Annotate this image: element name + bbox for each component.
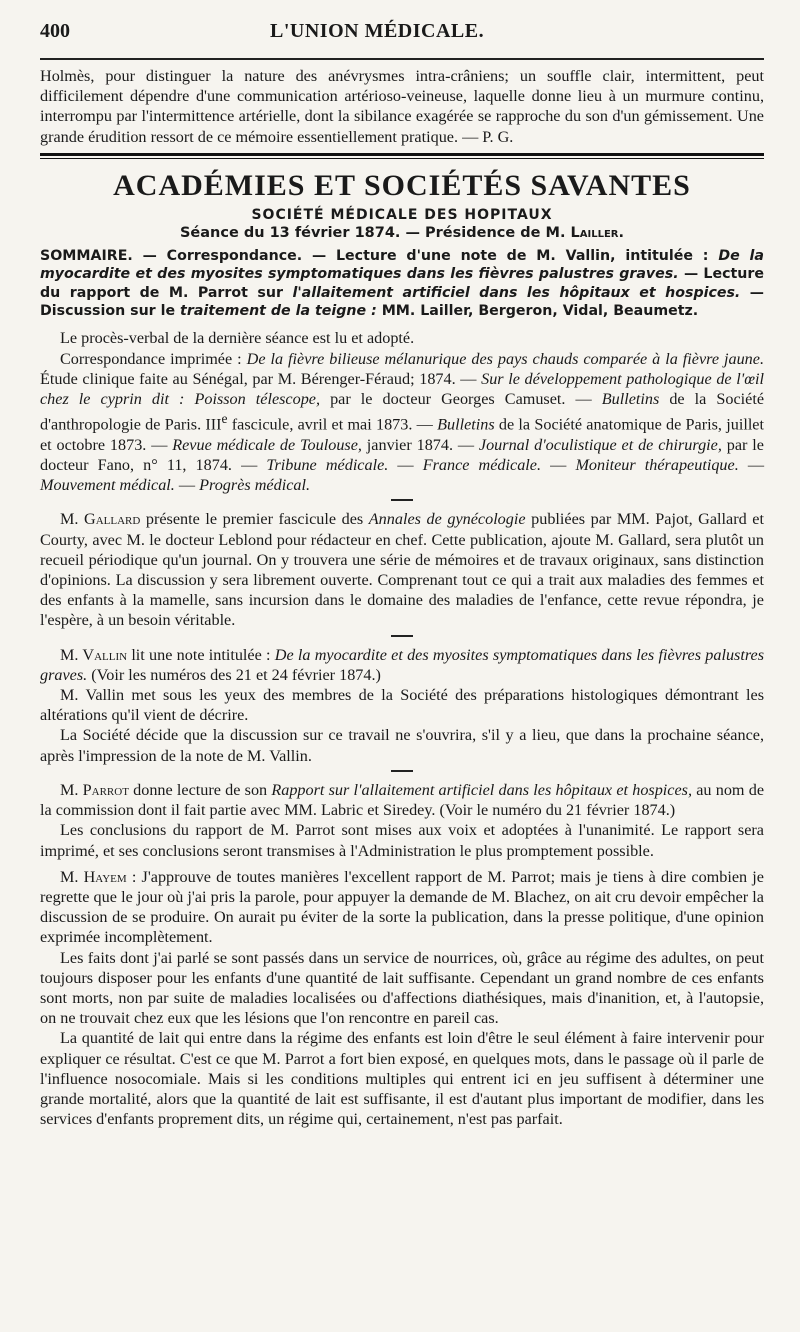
sommaire-title: l'allaitement artificiel dans les hôpitaux et hospices. [292,284,741,301]
vallin-paragraph-2: M. Vallin met sous les yeux des membres de la Société des préparations histologiques démontrant les altérations qu'il vient de décrire. [40,686,764,725]
header-rule [40,58,764,60]
sommaire-text: — Lecture du rapport de M. Parrot sur [40,266,764,301]
vallin-paragraph [40,645,764,685]
title: Bulletins [437,415,495,434]
text: par le docteur Fano, n° 11, 1874. — [40,435,764,475]
sommaire-label: SOMMAIRE. [40,247,133,264]
title: Journal d'oculistique et de chirurgie, [478,435,722,454]
text: de la Société anatomique de Paris, juillet et octobre 1873. — [40,415,764,454]
section-rule [40,153,764,159]
title: Progrès médical. [199,476,311,495]
vallin-paragraph-3: La Société décide que la discussion sur ce travail ne s'ouvrira, s'il y a lieu, que dans la prochaine séance, après l'impression de la note de M. Vallin. [40,726,764,765]
title: Annales de gynécologie [368,510,526,529]
gallard-paragraph [40,509,764,630]
title: De la fièvre bilieuse mélanurique des pays chauds comparée à la fièvre jaune. [246,349,764,368]
text: au nom de la commission dont il fait partie avec MM. Labric et Siredey. (Voir le numéro du 21 février 1874.) [40,780,764,820]
separator [391,635,413,637]
text: publiées par MM. Pajot, Gallard et Courty, avec M. le docteur Leblond pour rédacteur en chef. Cette publication, ajoute M. Gallard, sera plutôt un recueil périodique qu'un journal. On y trouvera une série de mémoires et de travaux originaux, sans distinction d'opinions. La discussion y sera librement ouverte. Comprenant tout ce qui a trait aux maladies des femmes et des enfants à la mamelle, sans incursion dans le domaine des maladies de l'enfance, cette revue répondra, je l'espère, à un besoin véritable. [40,510,764,630]
text: lit une note intitulée : [127,645,275,664]
title: Sur le développement pathologique de l'œil chez le cyprin dit : Poisson télescope, [40,369,764,409]
text: donne lecture de son [128,780,272,799]
text: de la Société d'anthropologie de Paris. III [40,390,765,434]
text: — [174,476,200,495]
sommaire-text: — Correspondance. — Lecture d'une note de M. Vallin, intitulée : [132,247,719,264]
correspondance [40,349,764,496]
title: Tribune médicale. [266,456,389,475]
title: Rapport sur l'allaitement artificiel dans les hôpitaux et hospices, [271,780,693,799]
text: par le docteur Georges Camuset. — [320,390,602,409]
president-name: Lailler. [570,224,624,241]
superscript: e [221,411,228,427]
parrot-paragraph [40,780,764,820]
title: Mouvement médical. [40,476,175,495]
intro-paragraph: Holmès, pour distinguer la nature des anévrysmes intra-crâniens; un souffle clair, intermittent, peut difficilement dépendre d'une communication artérioso-veineuse, laquelle donne lieu à un murmure continu, interrompu par l'intermittence artérielle, dont la sibilance exagérée se rapproche du son d'un gémissement. Une grande érudition ressort de ce mémoire essentiellement pratique. — P. G. [40,67,764,146]
society-name: SOCIÉTÉ MÉDICALE DES HOPITAUX [251,206,553,223]
sommaire-title: traitement de la teigne : [180,303,377,320]
page-number: 400 [40,20,70,42]
section-title: ACADÉMIES ET SOCIÉTÉS SAVANTES [113,168,691,202]
title: Moniteur thérapeutique. [575,456,739,475]
hayem-paragraph-2: Les faits dont j'ai parlé se sont passés dans un service de nourrices, où, grâce au régime des adultes, on peut toujours disposer pour les enfants d'une quantité de lait suffisante. Cependant un grand nombre de ces enfants sont morts, non par suite de maladies localisées ou d'affections diathésiques, mais d'inanition, et, à l'autopsie, on ne trouvait chez eux que les lésions que l'on rencontre en pareil cas. [40,948,764,1028]
separator [391,499,413,501]
proces-verbal: Le procès-verbal de la dernière séance est lu et adopté. [60,329,415,348]
title: Bulletins [601,390,660,409]
hayem-paragraph-3: La quantité de lait qui entre dans la régime des enfants est loin d'être le seul élément à faire intervenir pour expliquer ce résultat. C'est ce que M. Parrot a fort bien exposé, en quelques mots, dans le passage où il parle de l'influence nosocomiale. Mais si les conditions multiples qui entrent ici en jeu suffisent à déterminer une grande mortalité, alors que la quantité de lait est suffisante, il est d'autant plus important de modifier, dans les services d'enfants proprement dits, un régime qui, certainement, n'est pas parfait. [40,1029,764,1129]
text: — [738,456,765,475]
hayem-paragraph [40,867,764,948]
seance-line [40,225,764,241]
seance-text: Séance du 13 février 1874. — Présidence de M. [179,224,571,241]
sommaire-text: — Discussion sur le [40,284,764,320]
separator [391,770,413,772]
title: De la myocardite et des myosites symptomatiques dans les fièvres palustres graves. [40,645,765,684]
sommaire-title: De la myocardite et des myosites symptomatiques dans les fièvres palustres graves. [40,247,764,283]
text: Étude clinique faite au Sénégal, par M. Bérenger-Féraud; 1874. — [40,369,482,388]
running-head [40,20,764,54]
text: — [541,456,576,475]
speaker-name: M. Parrot [60,780,129,799]
text: janvier 1874. — [361,435,479,454]
journal-title: L'UNION MÉDICALE. [270,20,485,42]
text: : J'approuve de toutes manières l'excellent rapport de M. Parrot; mais je tiens à dire combien je regrette que le jour où j'ai pris la parole, pour appuyer la demande de M. Blachez, on ait cru devoir empêcher la discussion de se produire. On aurait pu éviter de la sorte la publication, dans la presse politique, d'une opinion exprimée incomplètement. [40,867,764,947]
text: Correspondance imprimée : [60,349,247,368]
parrot-paragraph-2: Les conclusions du rapport de M. Parrot sont mises aux voix et adoptées à l'unanimité. Le rapport sera imprimé, et ses conclusions seront transmises à l'Administration le plus promptement possible. [40,821,764,860]
text: (Voir les numéros des 21 et 24 février 1874.) [87,665,381,684]
speaker-name: M. Gallard [60,510,141,529]
sommaire-text: MM. Lailler, Bergeron, Vidal, Beaumetz. [376,303,699,320]
title: France médicale. [422,456,542,475]
text: fascicule, avril et mai 1873. — [227,415,438,434]
sommaire [40,247,764,321]
title: Revue médicale de Toulouse, [172,435,362,454]
text: présente le premier fascicule des [140,510,369,529]
speaker-name: M. Vallin [60,645,128,664]
speaker-name: M. Hayem [60,867,127,886]
text: — [388,456,423,475]
